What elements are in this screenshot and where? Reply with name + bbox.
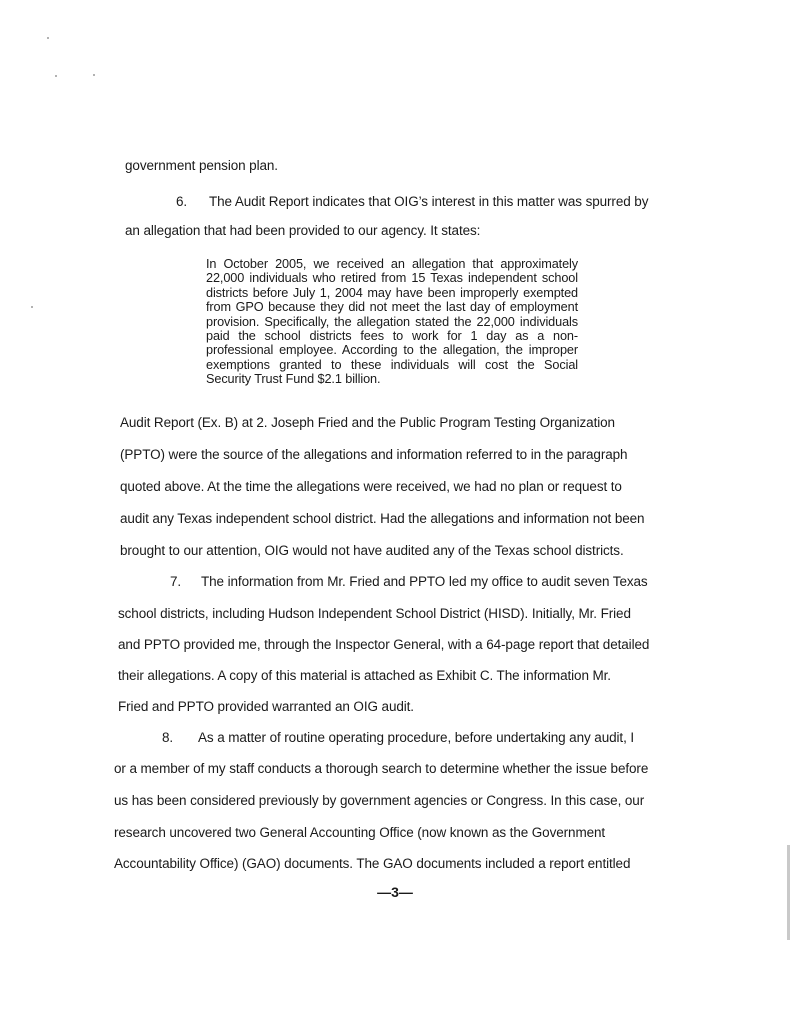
scan-speck — [31, 306, 33, 308]
text-line: government pension plan. — [125, 158, 278, 173]
text-line: Audit Report (Ex. B) at 2. Joseph Fried and the Public Program Testing Organization — [120, 415, 615, 430]
text-line: audit any Texas independent school district. Had the allegations and information not been — [120, 511, 645, 526]
text-line: an allegation that had been provided to our agency. It states: — [125, 223, 481, 238]
text-line: research uncovered two General Accounting Office (now known as the Government — [114, 825, 606, 840]
text-line: Accountability Office) (GAO) documents. The GAO documents included a report entitled — [114, 856, 631, 871]
text-line: quoted above. At the time the allegations were received, we had no plan or request to — [120, 479, 622, 494]
text-line: us has been considered previously by government agencies or Congress. In this case, our — [114, 793, 645, 808]
text-line: The information from Mr. Fried and PPTO led my office to audit seven Texas — [201, 574, 648, 589]
block-quote: In October 2005, we received an allegation that approximately 22,000 individuals who retired from 15 Texas independent school districts before July 1, 2004 may have been improperly exempted from GPO because they did not meet the last day of employment provision. Specifically, the allegation stated the 22,000 individuals paid the school districts fees to work for 1 day as a non-professional employee. According to the allegation, the improper exemptions granted to these individuals will cost the Social Security Trust Fund $2.1 billion. — [206, 257, 578, 387]
text-line: (PPTO) were the source of the allegations and information referred to in the paragraph — [120, 447, 628, 462]
text-line: brought to our attention, OIG would not have audited any of the Texas school districts. — [120, 543, 624, 558]
paragraph-number: 8. — [162, 730, 174, 745]
paragraph-number: 6. — [176, 194, 188, 209]
scan-speck — [47, 37, 49, 39]
text-line: The Audit Report indicates that OIG’s interest in this matter was spurred by — [209, 194, 649, 209]
text-line: their allegations. A copy of this material is attached as Exhibit C. The information Mr. — [118, 668, 611, 683]
text-line: school districts, including Hudson Independent School District (HISD). Initially, Mr. Fried — [118, 606, 631, 621]
text-line: or a member of my staff conducts a thorough search to determine whether the issue before — [114, 761, 649, 776]
paragraph-number: 7. — [170, 574, 182, 589]
text-line: Fried and PPTO provided warranted an OIG audit. — [118, 699, 414, 714]
text-line: As a matter of routine operating procedure, before undertaking any audit, I — [198, 730, 635, 745]
scan-speck — [55, 75, 57, 77]
scan-speck — [93, 74, 95, 76]
text-line: and PPTO provided me, through the Inspector General, with a 64-page report that detailed — [118, 637, 650, 652]
page-number: —3— — [377, 884, 413, 900]
